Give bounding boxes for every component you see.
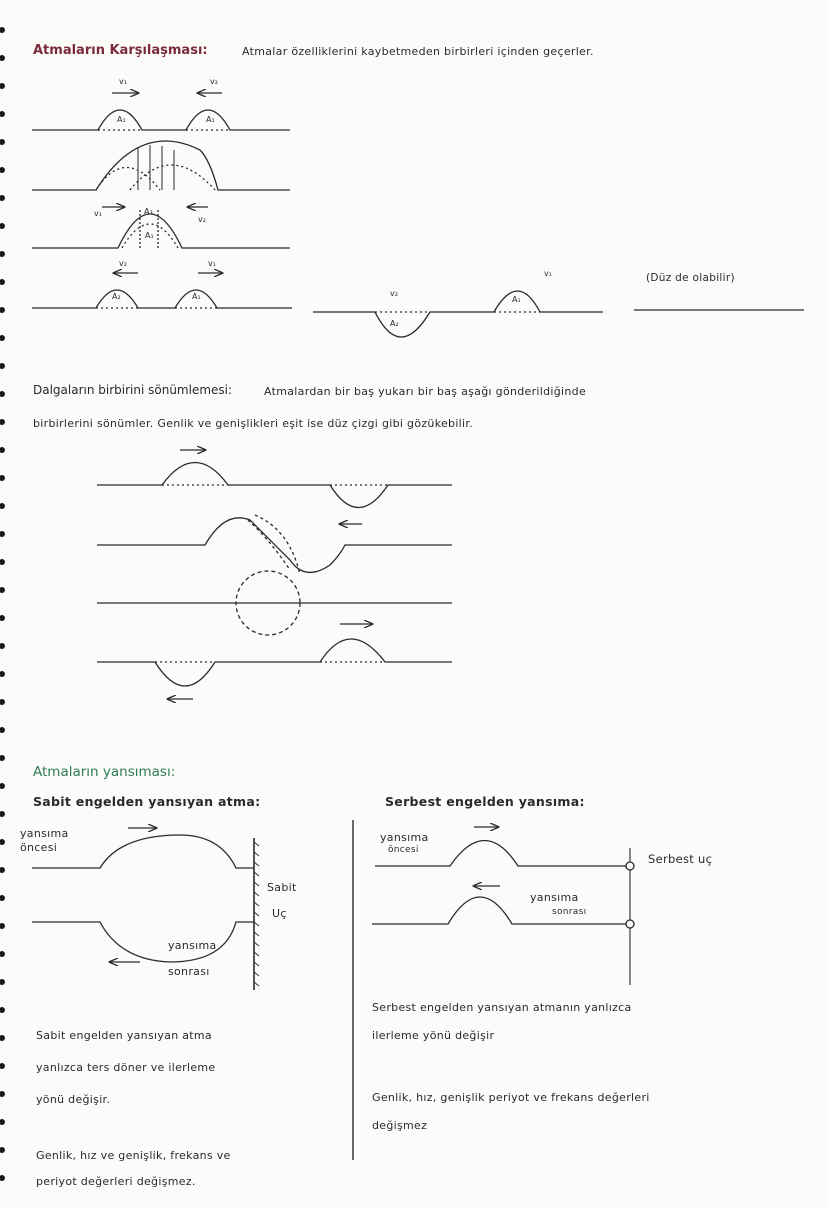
- section1-description: Atmalar özelliklerini kaybetmeden birbirleri içinden geçerler.: [242, 45, 594, 58]
- free-end-ring-icon: [626, 862, 634, 870]
- fixed-note-line-2: yanlızca ters döner ve ilerleme: [36, 1061, 216, 1074]
- fixed-note-line-1: Sabit engelden yansıyan atma: [36, 1029, 212, 1042]
- pulse-label-a1d: A₁: [192, 292, 201, 301]
- free-note2-line-1: Genlik, hız, genişlik periyot ve frekans değerleri: [372, 1091, 650, 1104]
- pulse-label-a1b: A₁: [206, 115, 215, 124]
- velocity-label-v1: v₁: [119, 77, 127, 86]
- free-before-label-1: yansıma: [380, 831, 429, 844]
- cancel-row-2: [97, 515, 452, 575]
- velocity-label-v1d: v₁: [544, 269, 552, 278]
- free-end-heading: Serbest engelden yansıma:: [385, 794, 585, 809]
- free-after-label-2: sonrası: [552, 907, 587, 917]
- collision-row-3: [32, 207, 290, 248]
- cancel-row-1: [97, 450, 452, 524]
- section2-title: Dalgaların birbirini sönümlemesi:: [33, 383, 233, 397]
- velocity-label-v1c: v₁: [208, 259, 216, 268]
- collision-row-2: [32, 141, 290, 190]
- cancel-row-3: [97, 571, 452, 635]
- fixed-note2-line-1: Genlik, hız ve genişlik, frekans ve: [36, 1149, 231, 1162]
- fixed-before-label-2: öncesi: [20, 841, 58, 854]
- fixed-end-heading: Sabit engelden yansıyan atma:: [33, 794, 261, 809]
- section1-note: (Düz de olabilir): [646, 272, 735, 284]
- velocity-label-v2d: v₂: [390, 289, 398, 298]
- fixed-before-label-1: yansıma: [20, 827, 69, 840]
- free-note-line-2: ilerleme yönü değişir: [372, 1029, 495, 1042]
- velocity-label-v2c: v₂: [119, 259, 127, 268]
- fixed-end-label-2: Uç: [272, 907, 287, 920]
- fixed-end-label-1: Sabit: [267, 881, 297, 894]
- pulse-label-a1c: A₁: [145, 231, 154, 240]
- free-end-diagram: [372, 827, 634, 985]
- velocity-label-v2: v₂: [210, 77, 218, 86]
- velocity-label-v1b: v₁: [94, 209, 102, 218]
- pulse-label-a2b: A₂: [390, 319, 399, 328]
- free-after-label-1: yansıma: [530, 891, 579, 904]
- fixed-note2-line-2: periyot değerleri değişmez.: [36, 1175, 196, 1188]
- inverted-pulse-row: [313, 291, 603, 337]
- free-end-ring-icon: [626, 920, 634, 928]
- section2-line2: birbirlerini sönümler. Genlik ve genişlikleri eşit ise düz çizgi gibi gözükebilir.: [33, 417, 473, 430]
- free-before-label-2: öncesi: [388, 845, 419, 855]
- fixed-after-label-2: sonrası: [168, 965, 210, 978]
- pulse-label-a1e: A₁: [512, 295, 521, 304]
- free-note2-line-2: değişmez: [372, 1119, 428, 1132]
- section2-line1: Atmalardan bir baş yukarı bir baş aşağı gönderildiğinde: [264, 385, 587, 398]
- pulse-label-a3: A₃: [144, 207, 153, 216]
- fixed-note-line-3: yönü değişir.: [36, 1093, 111, 1106]
- pulse-label-a1: A₁: [117, 115, 126, 124]
- pulse-label-a2: A₂: [112, 292, 121, 301]
- section3-title: Atmaların yansıması:: [33, 764, 176, 780]
- fixed-end-diagram: [32, 828, 259, 990]
- collision-row-4: [32, 273, 292, 308]
- collision-row-1: [32, 93, 290, 130]
- fixed-after-label-1: yansıma: [168, 939, 217, 952]
- free-note-line-1: Serbest engelden yansıyan atmanın yanlızca: [372, 1001, 632, 1014]
- cancel-row-4: [97, 624, 452, 699]
- velocity-label-v2b: v₂: [198, 215, 206, 224]
- free-end-label: Serbest uç: [648, 852, 713, 866]
- section1-title: Atmaların Karşılaşması:: [33, 43, 208, 58]
